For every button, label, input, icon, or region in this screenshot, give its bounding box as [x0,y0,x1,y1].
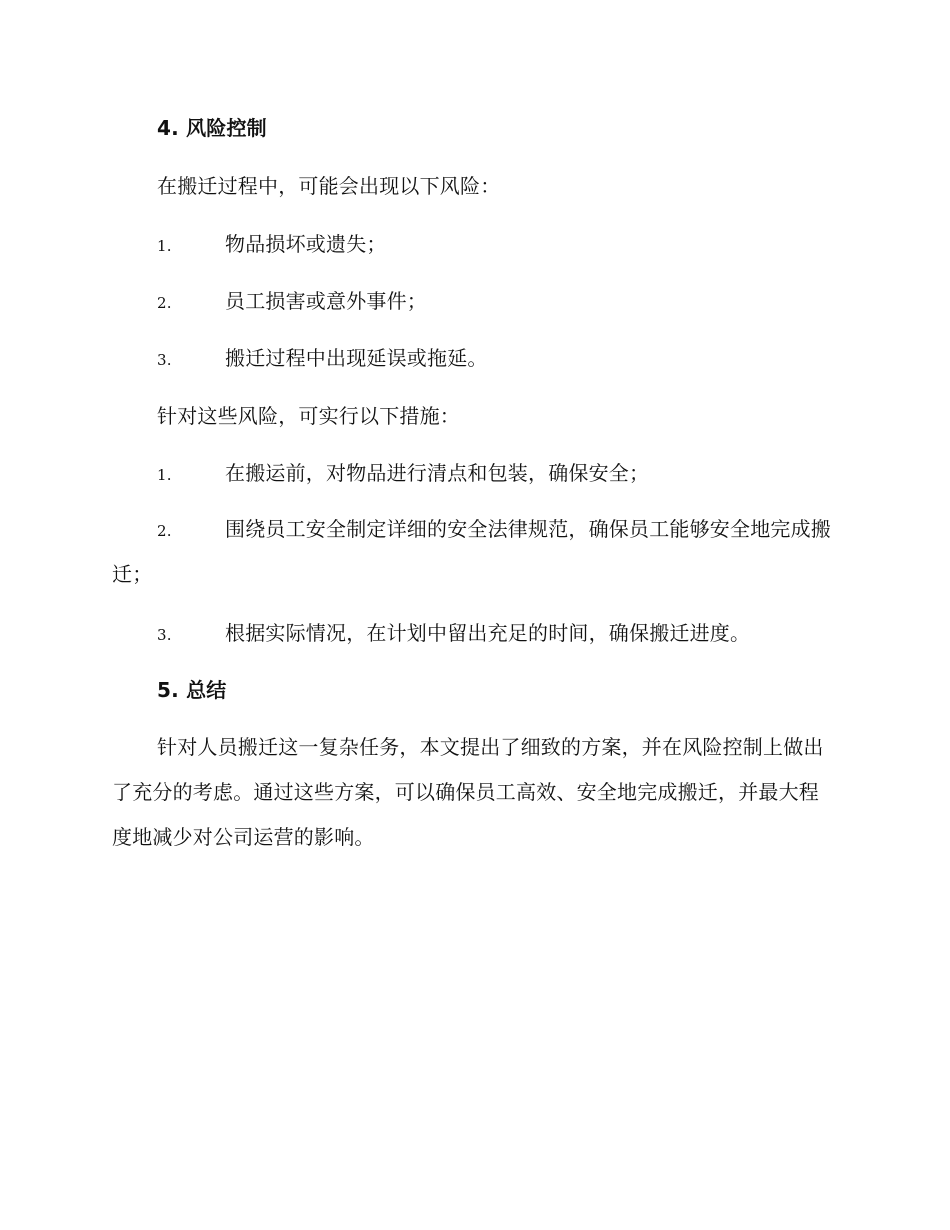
risk-list-item [157,342,838,376]
list-number: 3. [157,351,172,369]
list-text: 在搬运前，对物品进行清点和包装，确保安全； [225,461,650,485]
section-heading-risk-control: 4. 风险控制 [157,116,267,140]
list-number: 2. [157,522,172,540]
measures-intro-paragraph: 针对这些风险，可实行以下措施： [157,404,460,428]
list-number: 1. [157,466,172,484]
section-heading-summary: 5. 总结 [157,678,227,702]
list-number: 3. [157,626,172,644]
list-text: 根据实际情况，在计划中留出充足的时间，确保搬迁进度。 [225,621,751,645]
list-text: 搬迁过程中出现延误或拖延。 [225,346,488,370]
risk-list-item [157,228,838,262]
summary-paragraph: 针对人员搬迁这一复杂任务，本文提出了细致的方案，并在风险控制上做出了充分的考虑。通过这些方案，可以确保员工高效、安全地完成搬迁，并最大程度地减少对公司运营的影响。 [112,735,824,849]
list-text: 员工损害或意外事件； [225,289,427,313]
measure-list-item [157,617,838,651]
list-text: 物品损坏或遗失； [225,232,387,256]
measure-list-item [157,457,838,491]
risk-intro-paragraph: 在搬迁过程中，可能会出现以下风险： [157,174,501,198]
list-number: 1. [157,237,172,255]
measure-list-item [112,508,838,596]
risk-list-item [157,285,838,319]
list-number: 2. [157,294,172,312]
list-text: 围绕员工安全制定详细的安全法律规范，确保员工能够安全地完成搬迁； [112,517,831,586]
